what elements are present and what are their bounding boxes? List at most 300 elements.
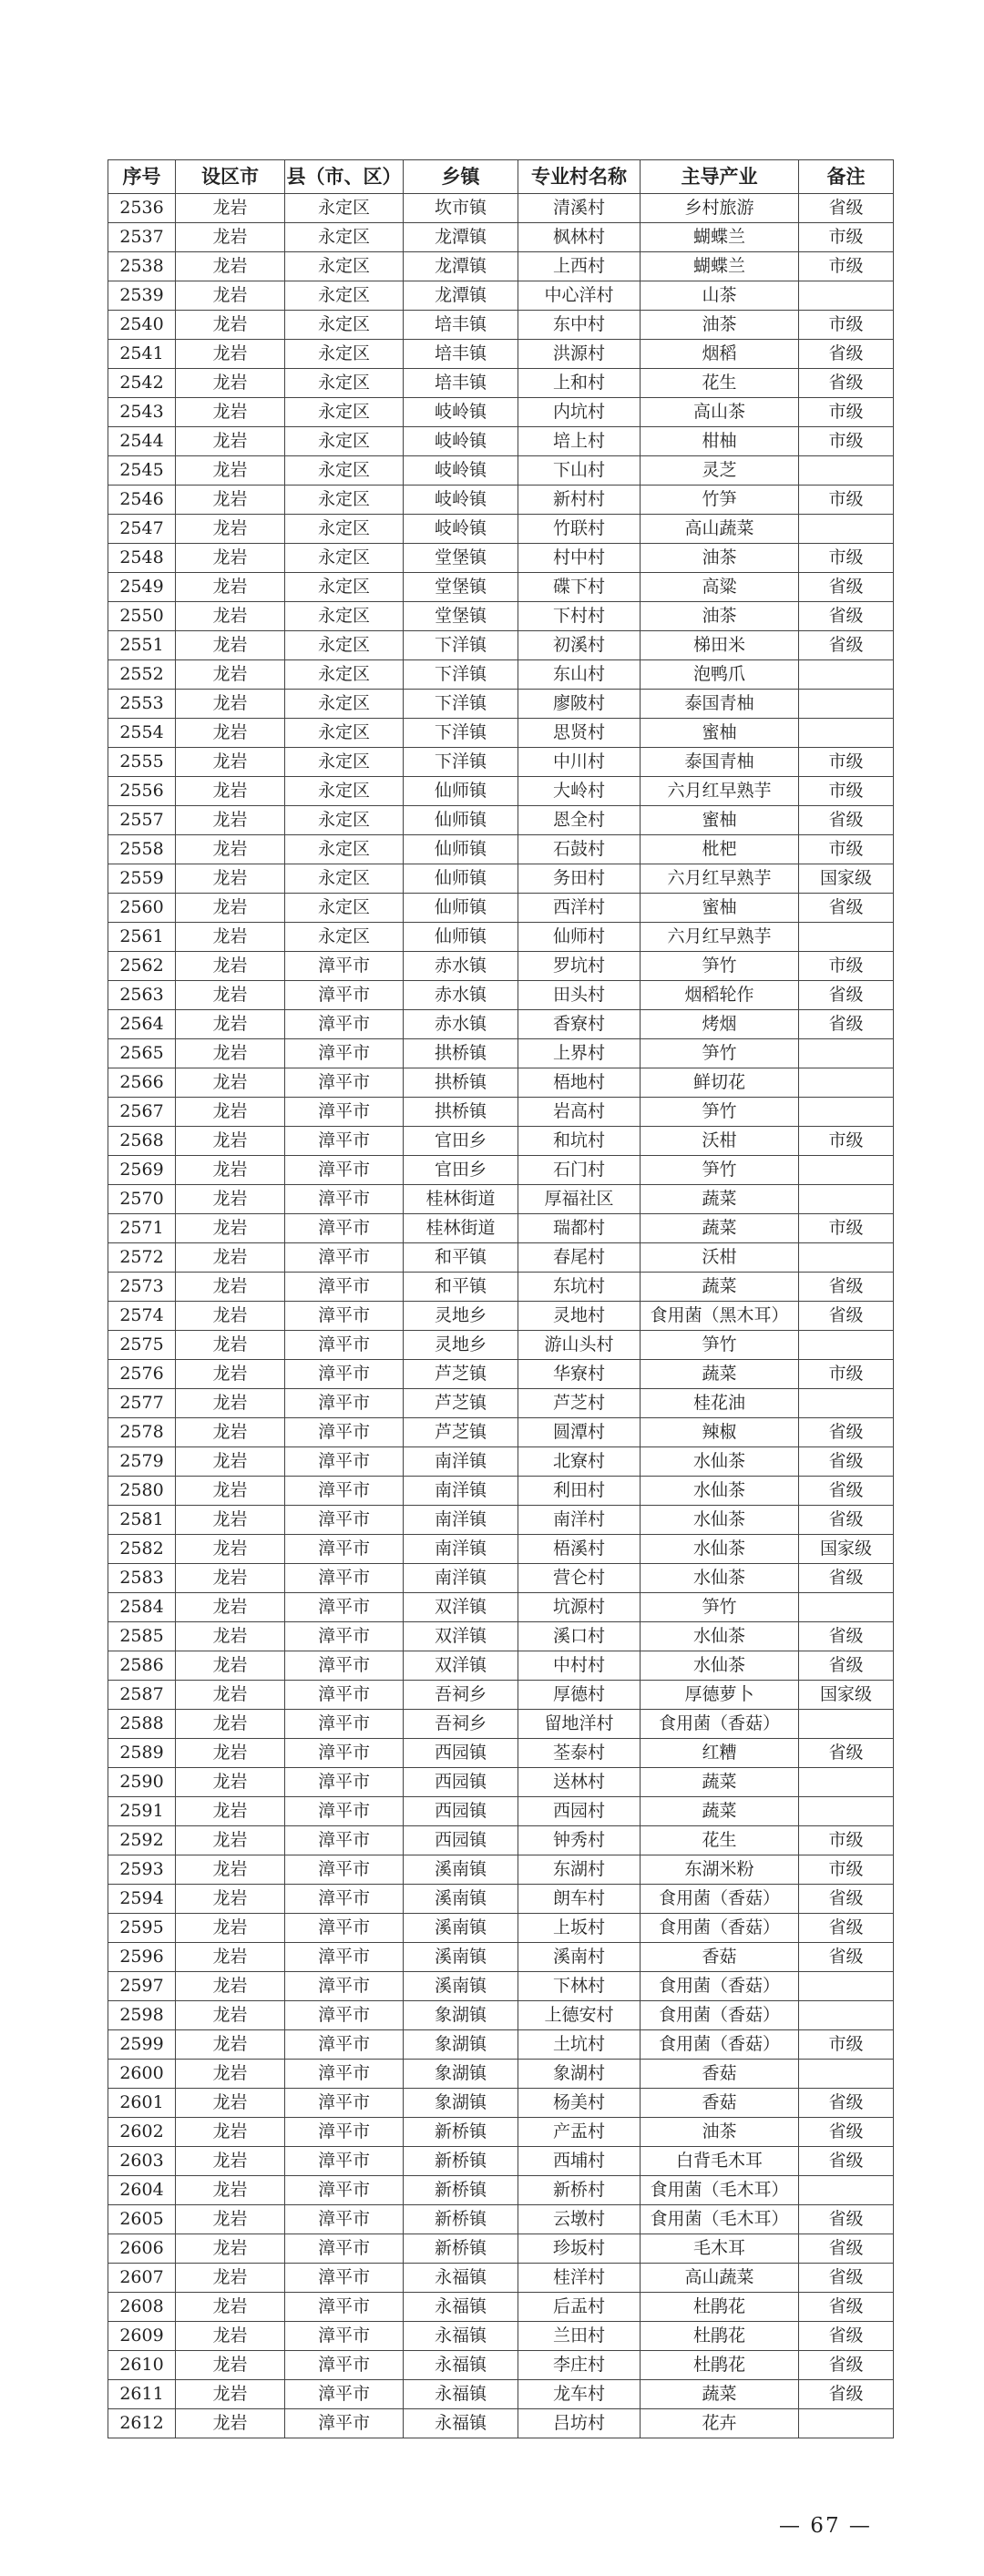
cell-serial: 2588: [108, 1710, 176, 1739]
cell-town: 象湖镇: [404, 2001, 518, 2030]
table-row: [108, 1068, 894, 1098]
cell-city: 龙岩: [176, 2205, 285, 2234]
cell-county: 漳平市: [285, 1564, 404, 1593]
cell-serial: 2604: [108, 2176, 176, 2205]
cell-industry: 油茶: [641, 544, 799, 573]
cell-county: 永定区: [285, 456, 404, 486]
cell-city: 龙岩: [176, 719, 285, 748]
cell-industry: 厚德萝卜: [641, 1681, 799, 1710]
cell-village: 圆潭村: [518, 1418, 641, 1447]
table-row: [108, 1010, 894, 1039]
cell-serial: 2541: [108, 340, 176, 369]
cell-city: 龙岩: [176, 544, 285, 573]
cell-village: 内坑村: [518, 398, 641, 427]
cell-county: 永定区: [285, 398, 404, 427]
cell-serial: 2571: [108, 1214, 176, 1243]
cell-village: 珍坂村: [518, 2234, 641, 2264]
cell-serial: 2591: [108, 1797, 176, 1826]
cell-village: 上德安村: [518, 2001, 641, 2030]
cell-industry: 蜜柚: [641, 719, 799, 748]
table-row: [108, 1302, 894, 1331]
cell-county: 永定区: [285, 690, 404, 719]
cell-county: 漳平市: [285, 1593, 404, 1622]
cell-remark: 国家级: [799, 1681, 894, 1710]
cell-village: 洪源村: [518, 340, 641, 369]
cell-county: 漳平市: [285, 1447, 404, 1477]
cell-city: 龙岩: [176, 1156, 285, 1185]
cell-city: 龙岩: [176, 398, 285, 427]
table-row: [108, 864, 894, 894]
table-row: [108, 602, 894, 631]
cell-city: 龙岩: [176, 748, 285, 777]
cell-county: 漳平市: [285, 2001, 404, 2030]
cell-county: 永定区: [285, 748, 404, 777]
cell-city: 龙岩: [176, 1681, 285, 1710]
cell-county: 漳平市: [285, 1389, 404, 1418]
cell-remark: 省级: [799, 1885, 894, 1914]
cell-industry: 香菇: [641, 2060, 799, 2089]
cell-city: 龙岩: [176, 486, 285, 515]
cell-remark: 市级: [799, 835, 894, 864]
cell-remark: 市级: [799, 544, 894, 573]
table-row: [108, 2351, 894, 2380]
cell-serial: 2558: [108, 835, 176, 864]
cell-remark: 省级: [799, 1914, 894, 1943]
cell-remark: [799, 1068, 894, 1098]
cell-serial: 2602: [108, 2118, 176, 2147]
cell-industry: 红糟: [641, 1739, 799, 1768]
cell-industry: 沃柑: [641, 1127, 799, 1156]
cell-serial: 2550: [108, 602, 176, 631]
cell-city: 龙岩: [176, 835, 285, 864]
cell-village: 厚德村: [518, 1681, 641, 1710]
cell-town: 象湖镇: [404, 2030, 518, 2060]
table-body: [108, 194, 894, 2438]
cell-town: 新桥镇: [404, 2205, 518, 2234]
table-row: [108, 894, 894, 923]
cell-county: 永定区: [285, 281, 404, 311]
cell-village: 瑞都村: [518, 1214, 641, 1243]
table-row: [108, 2409, 894, 2438]
cell-town: 象湖镇: [404, 2060, 518, 2089]
cell-town: 溪南镇: [404, 1914, 518, 1943]
cell-village: 恩全村: [518, 806, 641, 835]
cell-serial: 2543: [108, 398, 176, 427]
cell-city: 龙岩: [176, 1710, 285, 1739]
cell-city: 龙岩: [176, 194, 285, 223]
cell-county: 漳平市: [285, 2234, 404, 2264]
table-row: [108, 2118, 894, 2147]
cell-village: 游山头村: [518, 1331, 641, 1360]
cell-serial: 2551: [108, 631, 176, 660]
cell-remark: 市级: [799, 427, 894, 456]
cell-remark: [799, 1797, 894, 1826]
cell-village: 务田村: [518, 864, 641, 894]
cell-remark: 市级: [799, 777, 894, 806]
cell-town: 西园镇: [404, 1826, 518, 1855]
table-row: [108, 2322, 894, 2351]
cell-remark: [799, 515, 894, 544]
village-list-sheet: [108, 159, 893, 2438]
cell-remark: [799, 1768, 894, 1797]
cell-town: 仙师镇: [404, 777, 518, 806]
cell-industry: 蔬菜: [641, 1273, 799, 1302]
cell-remark: 省级: [799, 1418, 894, 1447]
cell-village: 西洋村: [518, 894, 641, 923]
cell-industry: 蔬菜: [641, 1360, 799, 1389]
cell-city: 龙岩: [176, 2176, 285, 2205]
cell-city: 龙岩: [176, 2322, 285, 2351]
cell-industry: 蔬菜: [641, 2380, 799, 2409]
cell-city: 龙岩: [176, 1564, 285, 1593]
cell-remark: 省级: [799, 2089, 894, 2118]
cell-county: 漳平市: [285, 1214, 404, 1243]
cell-serial: 2552: [108, 660, 176, 690]
cell-remark: 省级: [799, 894, 894, 923]
cell-serial: 2569: [108, 1156, 176, 1185]
cell-remark: 国家级: [799, 1535, 894, 1564]
cell-town: 下洋镇: [404, 690, 518, 719]
cell-town: 下洋镇: [404, 660, 518, 690]
table-row: [108, 1622, 894, 1651]
cell-county: 漳平市: [285, 1943, 404, 1972]
cell-industry: 油茶: [641, 602, 799, 631]
cell-town: 拱桥镇: [404, 1068, 518, 1098]
cell-remark: 市级: [799, 1127, 894, 1156]
cell-village: 梧溪村: [518, 1535, 641, 1564]
cell-serial: 2566: [108, 1068, 176, 1098]
cell-remark: 省级: [799, 2264, 894, 2293]
cell-serial: 2592: [108, 1826, 176, 1855]
cell-town: 仙师镇: [404, 806, 518, 835]
cell-county: 永定区: [285, 660, 404, 690]
table-row: [108, 1389, 894, 1418]
cell-town: 永福镇: [404, 2351, 518, 2380]
cell-remark: [799, 660, 894, 690]
cell-remark: [799, 719, 894, 748]
cell-town: 仙师镇: [404, 864, 518, 894]
cell-industry: 高山茶: [641, 398, 799, 427]
cell-remark: 省级: [799, 194, 894, 223]
table-row: [108, 1185, 894, 1214]
table-row: [108, 1681, 894, 1710]
cell-remark: [799, 2176, 894, 2205]
table-row: [108, 1273, 894, 1302]
cell-town: 芦芝镇: [404, 1360, 518, 1389]
table-row: [108, 1710, 894, 1739]
cell-county: 漳平市: [285, 1506, 404, 1535]
cell-industry: 灵芝: [641, 456, 799, 486]
cell-industry: 蔬菜: [641, 1214, 799, 1243]
table-row: [108, 1331, 894, 1360]
cell-village: 产盂村: [518, 2118, 641, 2147]
cell-county: 漳平市: [285, 1243, 404, 1273]
cell-county: 漳平市: [285, 1098, 404, 1127]
cell-village: 下村村: [518, 602, 641, 631]
cell-remark: 省级: [799, 573, 894, 602]
cell-town: 培丰镇: [404, 340, 518, 369]
cell-village: 龙车村: [518, 2380, 641, 2409]
cell-county: 永定区: [285, 311, 404, 340]
cell-serial: 2585: [108, 1622, 176, 1651]
cell-remark: 省级: [799, 2322, 894, 2351]
cell-city: 龙岩: [176, 2001, 285, 2030]
cell-serial: 2603: [108, 2147, 176, 2176]
cell-county: 永定区: [285, 369, 404, 398]
table-row: [108, 252, 894, 281]
cell-town: 拱桥镇: [404, 1039, 518, 1068]
cell-county: 漳平市: [285, 2030, 404, 2060]
cell-city: 龙岩: [176, 952, 285, 981]
cell-city: 龙岩: [176, 1972, 285, 2001]
cell-village: 西埔村: [518, 2147, 641, 2176]
cell-town: 培丰镇: [404, 311, 518, 340]
cell-village: 东中村: [518, 311, 641, 340]
cell-county: 永定区: [285, 194, 404, 223]
cell-town: 官田乡: [404, 1156, 518, 1185]
cell-county: 漳平市: [285, 2264, 404, 2293]
cell-remark: [799, 2409, 894, 2438]
cell-remark: 市级: [799, 398, 894, 427]
table-row: [108, 1564, 894, 1593]
cell-town: 永福镇: [404, 2409, 518, 2438]
table-row: [108, 952, 894, 981]
cell-town: 吾祠乡: [404, 1710, 518, 1739]
header-city: 设区市: [176, 160, 285, 194]
table-row: [108, 515, 894, 544]
table-row: [108, 2030, 894, 2060]
cell-city: 龙岩: [176, 1885, 285, 1914]
cell-serial: 2594: [108, 1885, 176, 1914]
cell-remark: 省级: [799, 602, 894, 631]
cell-industry: 食用菌（香菇）: [641, 1885, 799, 1914]
cell-town: 和平镇: [404, 1273, 518, 1302]
cell-industry: 高山蔬菜: [641, 2264, 799, 2293]
cell-remark: 省级: [799, 806, 894, 835]
cell-city: 龙岩: [176, 1243, 285, 1273]
cell-industry: 笋竹: [641, 1039, 799, 1068]
cell-county: 漳平市: [285, 1156, 404, 1185]
cell-serial: 2605: [108, 2205, 176, 2234]
cell-serial: 2586: [108, 1651, 176, 1681]
cell-industry: 水仙茶: [641, 1564, 799, 1593]
cell-city: 龙岩: [176, 1447, 285, 1477]
cell-remark: 国家级: [799, 864, 894, 894]
cell-industry: 水仙茶: [641, 1651, 799, 1681]
cell-city: 龙岩: [176, 1593, 285, 1622]
cell-city: 龙岩: [176, 1068, 285, 1098]
cell-town: 双洋镇: [404, 1593, 518, 1622]
table-row: [108, 1972, 894, 2001]
cell-serial: 2578: [108, 1418, 176, 1447]
cell-serial: 2563: [108, 981, 176, 1010]
cell-city: 龙岩: [176, 427, 285, 456]
cell-village: 清溪村: [518, 194, 641, 223]
table-row: [108, 1593, 894, 1622]
table-row: [108, 2234, 894, 2264]
cell-remark: 市级: [799, 223, 894, 252]
cell-remark: 市级: [799, 1360, 894, 1389]
cell-city: 龙岩: [176, 806, 285, 835]
cell-county: 永定区: [285, 806, 404, 835]
cell-serial: 2599: [108, 2030, 176, 2060]
cell-town: 西园镇: [404, 1797, 518, 1826]
cell-city: 龙岩: [176, 2264, 285, 2293]
cell-village: 香寮村: [518, 1010, 641, 1039]
cell-county: 漳平市: [285, 1797, 404, 1826]
cell-city: 龙岩: [176, 1739, 285, 1768]
cell-town: 南洋镇: [404, 1447, 518, 1477]
cell-industry: 食用菌（黑木耳）: [641, 1302, 799, 1331]
cell-serial: 2549: [108, 573, 176, 602]
cell-industry: 蝴蝶兰: [641, 252, 799, 281]
cell-city: 龙岩: [176, 1768, 285, 1797]
cell-remark: 省级: [799, 1447, 894, 1477]
cell-industry: 梯田米: [641, 631, 799, 660]
table-row: [108, 1360, 894, 1389]
cell-village: 华寮村: [518, 1360, 641, 1389]
cell-village: 上和村: [518, 369, 641, 398]
cell-city: 龙岩: [176, 1914, 285, 1943]
cell-town: 双洋镇: [404, 1651, 518, 1681]
table-row: [108, 194, 894, 223]
cell-remark: 省级: [799, 1564, 894, 1593]
table-row: [108, 1885, 894, 1914]
table-row: [108, 1739, 894, 1768]
cell-county: 漳平市: [285, 1681, 404, 1710]
cell-village: 碟下村: [518, 573, 641, 602]
cell-town: 桂林街道: [404, 1185, 518, 1214]
cell-city: 龙岩: [176, 602, 285, 631]
cell-serial: 2564: [108, 1010, 176, 1039]
table-row: [108, 1914, 894, 1943]
cell-village: 利田村: [518, 1477, 641, 1506]
cell-remark: 市级: [799, 486, 894, 515]
table-header-row: [108, 160, 894, 194]
cell-village: 中川村: [518, 748, 641, 777]
cell-serial: 2600: [108, 2060, 176, 2089]
table-row: [108, 1214, 894, 1243]
cell-town: 永福镇: [404, 2264, 518, 2293]
cell-industry: 花卉: [641, 2409, 799, 2438]
cell-town: 岐岭镇: [404, 427, 518, 456]
cell-serial: 2577: [108, 1389, 176, 1418]
table-row: [108, 631, 894, 660]
table-row: [108, 427, 894, 456]
cell-county: 漳平市: [285, 1068, 404, 1098]
cell-village: 西园村: [518, 1797, 641, 1826]
table-row: [108, 719, 894, 748]
cell-industry: 杜鹃花: [641, 2351, 799, 2380]
cell-remark: 省级: [799, 1273, 894, 1302]
cell-remark: 市级: [799, 311, 894, 340]
cell-remark: [799, 2001, 894, 2030]
cell-industry: 笋竹: [641, 1156, 799, 1185]
cell-town: 溪南镇: [404, 1885, 518, 1914]
cell-county: 漳平市: [285, 1185, 404, 1214]
cell-remark: [799, 2060, 894, 2089]
cell-village: 大岭村: [518, 777, 641, 806]
cell-city: 龙岩: [176, 1273, 285, 1302]
cell-serial: 2545: [108, 456, 176, 486]
cell-city: 龙岩: [176, 1039, 285, 1068]
cell-serial: 2579: [108, 1447, 176, 1477]
cell-town: 南洋镇: [404, 1564, 518, 1593]
cell-town: 赤水镇: [404, 1010, 518, 1039]
cell-city: 龙岩: [176, 456, 285, 486]
cell-industry: 泰国青柚: [641, 690, 799, 719]
cell-village: 灵地村: [518, 1302, 641, 1331]
cell-industry: 辣椒: [641, 1418, 799, 1447]
cell-village: 下山村: [518, 456, 641, 486]
cell-remark: [799, 1593, 894, 1622]
table-row: [108, 456, 894, 486]
cell-village: 坑源村: [518, 1593, 641, 1622]
cell-serial: 2557: [108, 806, 176, 835]
cell-serial: 2574: [108, 1302, 176, 1331]
cell-remark: [799, 281, 894, 311]
table-row: [108, 486, 894, 515]
cell-village: 中村村: [518, 1651, 641, 1681]
cell-industry: 毛木耳: [641, 2234, 799, 2264]
cell-village: 象湖村: [518, 2060, 641, 2089]
cell-remark: 省级: [799, 981, 894, 1010]
cell-town: 南洋镇: [404, 1535, 518, 1564]
cell-serial: 2542: [108, 369, 176, 398]
cell-county: 漳平市: [285, 2409, 404, 2438]
cell-town: 下洋镇: [404, 748, 518, 777]
cell-industry: 烟稻轮作: [641, 981, 799, 1010]
cell-remark: 市级: [799, 952, 894, 981]
cell-city: 龙岩: [176, 1651, 285, 1681]
cell-city: 龙岩: [176, 777, 285, 806]
cell-county: 漳平市: [285, 2089, 404, 2118]
cell-town: 堂堡镇: [404, 544, 518, 573]
cell-serial: 2546: [108, 486, 176, 515]
cell-industry: 六月红早熟芋: [641, 777, 799, 806]
cell-serial: 2559: [108, 864, 176, 894]
cell-serial: 2561: [108, 923, 176, 952]
cell-village: 朗车村: [518, 1885, 641, 1914]
cell-industry: 蜜柚: [641, 894, 799, 923]
cell-industry: 香菇: [641, 2089, 799, 2118]
cell-town: 仙师镇: [404, 835, 518, 864]
cell-village: 留地洋村: [518, 1710, 641, 1739]
cell-industry: 泰国青柚: [641, 748, 799, 777]
cell-county: 漳平市: [285, 2205, 404, 2234]
table-row: [108, 1826, 894, 1855]
cell-serial: 2610: [108, 2351, 176, 2380]
cell-city: 龙岩: [176, 252, 285, 281]
cell-industry: 泡鸭爪: [641, 660, 799, 690]
cell-remark: 省级: [799, 1651, 894, 1681]
cell-city: 龙岩: [176, 894, 285, 923]
cell-town: 芦芝镇: [404, 1389, 518, 1418]
cell-town: 下洋镇: [404, 631, 518, 660]
cell-town: 吾祠乡: [404, 1681, 518, 1710]
cell-county: 漳平市: [285, 1039, 404, 1068]
cell-town: 象湖镇: [404, 2089, 518, 2118]
table-row: [108, 777, 894, 806]
table-row: [108, 2060, 894, 2089]
cell-town: 新桥镇: [404, 2176, 518, 2205]
cell-county: 永定区: [285, 427, 404, 456]
cell-county: 永定区: [285, 515, 404, 544]
cell-serial: 2589: [108, 1739, 176, 1768]
table-row: [108, 2205, 894, 2234]
cell-remark: 省级: [799, 1943, 894, 1972]
table-row: [108, 1477, 894, 1506]
